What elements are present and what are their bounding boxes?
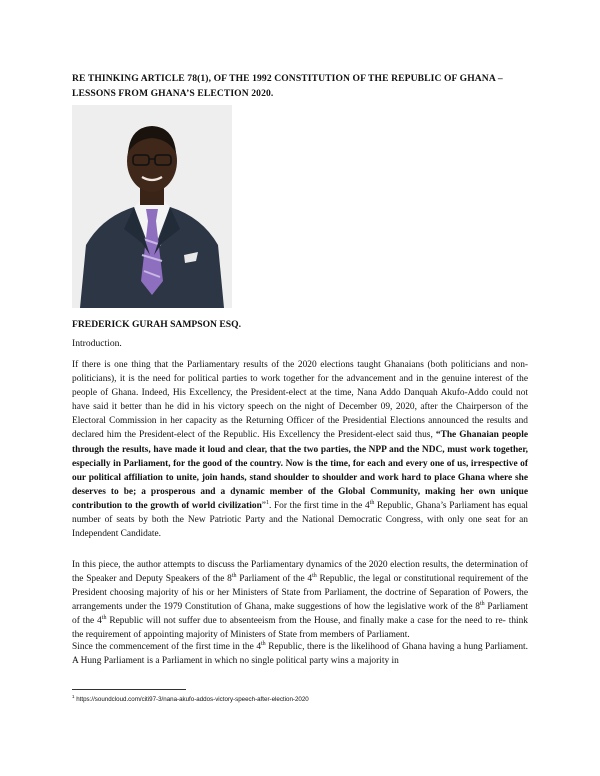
ordinal-suffix: th bbox=[479, 601, 485, 608]
paragraph-1 bbox=[72, 358, 528, 541]
paragraph-2-text-d: Parliament of the 4 bbox=[72, 602, 528, 627]
paragraph-2-text-a: In this piece, the author attempts to discuss the Parliamentary dynamics of the 2020 election results, the determination of the Speaker and Deputy Speakers of the 8 bbox=[72, 560, 528, 585]
footnote-reference: 1 bbox=[265, 499, 269, 506]
paragraph-3-text-b: Republic, there is the likelihood of Ghana having a hung Parliament. A Hung Parliament is a Parliament in which no single political party wins a majority in bbox=[72, 642, 529, 667]
ordinal-suffix: th bbox=[312, 572, 317, 579]
author-portrait-image bbox=[72, 105, 232, 308]
footnote-number: 1 bbox=[72, 694, 75, 699]
quote-close: ” bbox=[261, 500, 266, 511]
document-title: RE THINKING ARTICLE 78(1), OF THE 1992 CONSTITUTION OF THE REPUBLIC OF GHANA – LESSONS FROM GHANA’S ELECTION 2020. bbox=[72, 73, 503, 99]
paragraph-1-text-b: . For the first time in the 4 bbox=[268, 500, 370, 511]
ordinal-suffix: th bbox=[261, 640, 266, 647]
author-photo bbox=[72, 105, 232, 308]
footnote-link[interactable]: https://soundcloud.com/citi97-3/nana-akufo-addos-victory-speech-after-election-2020 bbox=[74, 696, 309, 704]
paragraph-2 bbox=[72, 558, 528, 643]
paragraph-2-text-b: Parliament of the 4 bbox=[236, 574, 313, 585]
ordinal-suffix: th bbox=[101, 615, 107, 622]
footnote bbox=[72, 694, 309, 703]
paragraph-3 bbox=[72, 640, 528, 668]
paragraph-2-text-e: Republic will not suffer due to absenteeism from the House, and finally make a case for the need to re- think the requirement of appointing majority of Ministers of State from members of Parliament. bbox=[72, 616, 528, 641]
introduction-heading: Introduction. bbox=[72, 338, 122, 349]
paragraph-2-text-c: Republic, the legal or constitutional requirement of the President choosing majority of his or her Ministers of State from Parliament, the doctrine of Separation of Powers, the arrangements under the 1979 Constitution of Ghana, make suggestions of how the legislative work of the 8 bbox=[72, 574, 528, 613]
ordinal-suffix: th bbox=[231, 572, 237, 579]
paragraph-3-text-a: Since the commencement of the first time in the 4 bbox=[72, 642, 262, 652]
victory-speech-quote: “The Ghanaian people through the results, have made it loud and clear, that the two parties, the NPP and the NDC, must work together, especially in Parliament, for the good of the country. Now is the time, for each and every one of us, irrespective of our political affiliation to unite, join hands, stand shoulder to shoulder and work hard to place Ghana where she deserves to be; a prosperous and a dynamic member of the Global Community, making her own unique contribution to the growth of world civilization bbox=[72, 430, 528, 511]
paragraph-1-text-a: If there is one thing that the Parliamentary results of the 2020 elections taught Ghanaians (both politicians and non-politicians), it is the need for political parties to work together for the advancement and in the genuine interest of the people of Ghana. Indeed, His Excellency, the President-elect at the time, Nana Addo Danquah Akufo-Addo could not have said it better than he did in his victory speech on the night of December 09, 2020, after the Chairperson of the Electoral Commission in her capacity as the Returning Officer of the Presidential Elections announced the results and declared him the President-elect of the Republic. His Excellency the President-elect said thus, bbox=[72, 360, 528, 441]
paragraph-1-text-c: Republic, Ghana’s Parliament has equal number of seats by both the New Patriotic Party and the National Democratic Congress, with only one seat for an Independent Candidate. bbox=[72, 500, 528, 540]
author-name-caption: FREDERICK GURAH SAMPSON ESQ. bbox=[72, 319, 241, 330]
footnote-divider bbox=[72, 689, 186, 690]
ordinal-suffix: th bbox=[369, 499, 375, 506]
